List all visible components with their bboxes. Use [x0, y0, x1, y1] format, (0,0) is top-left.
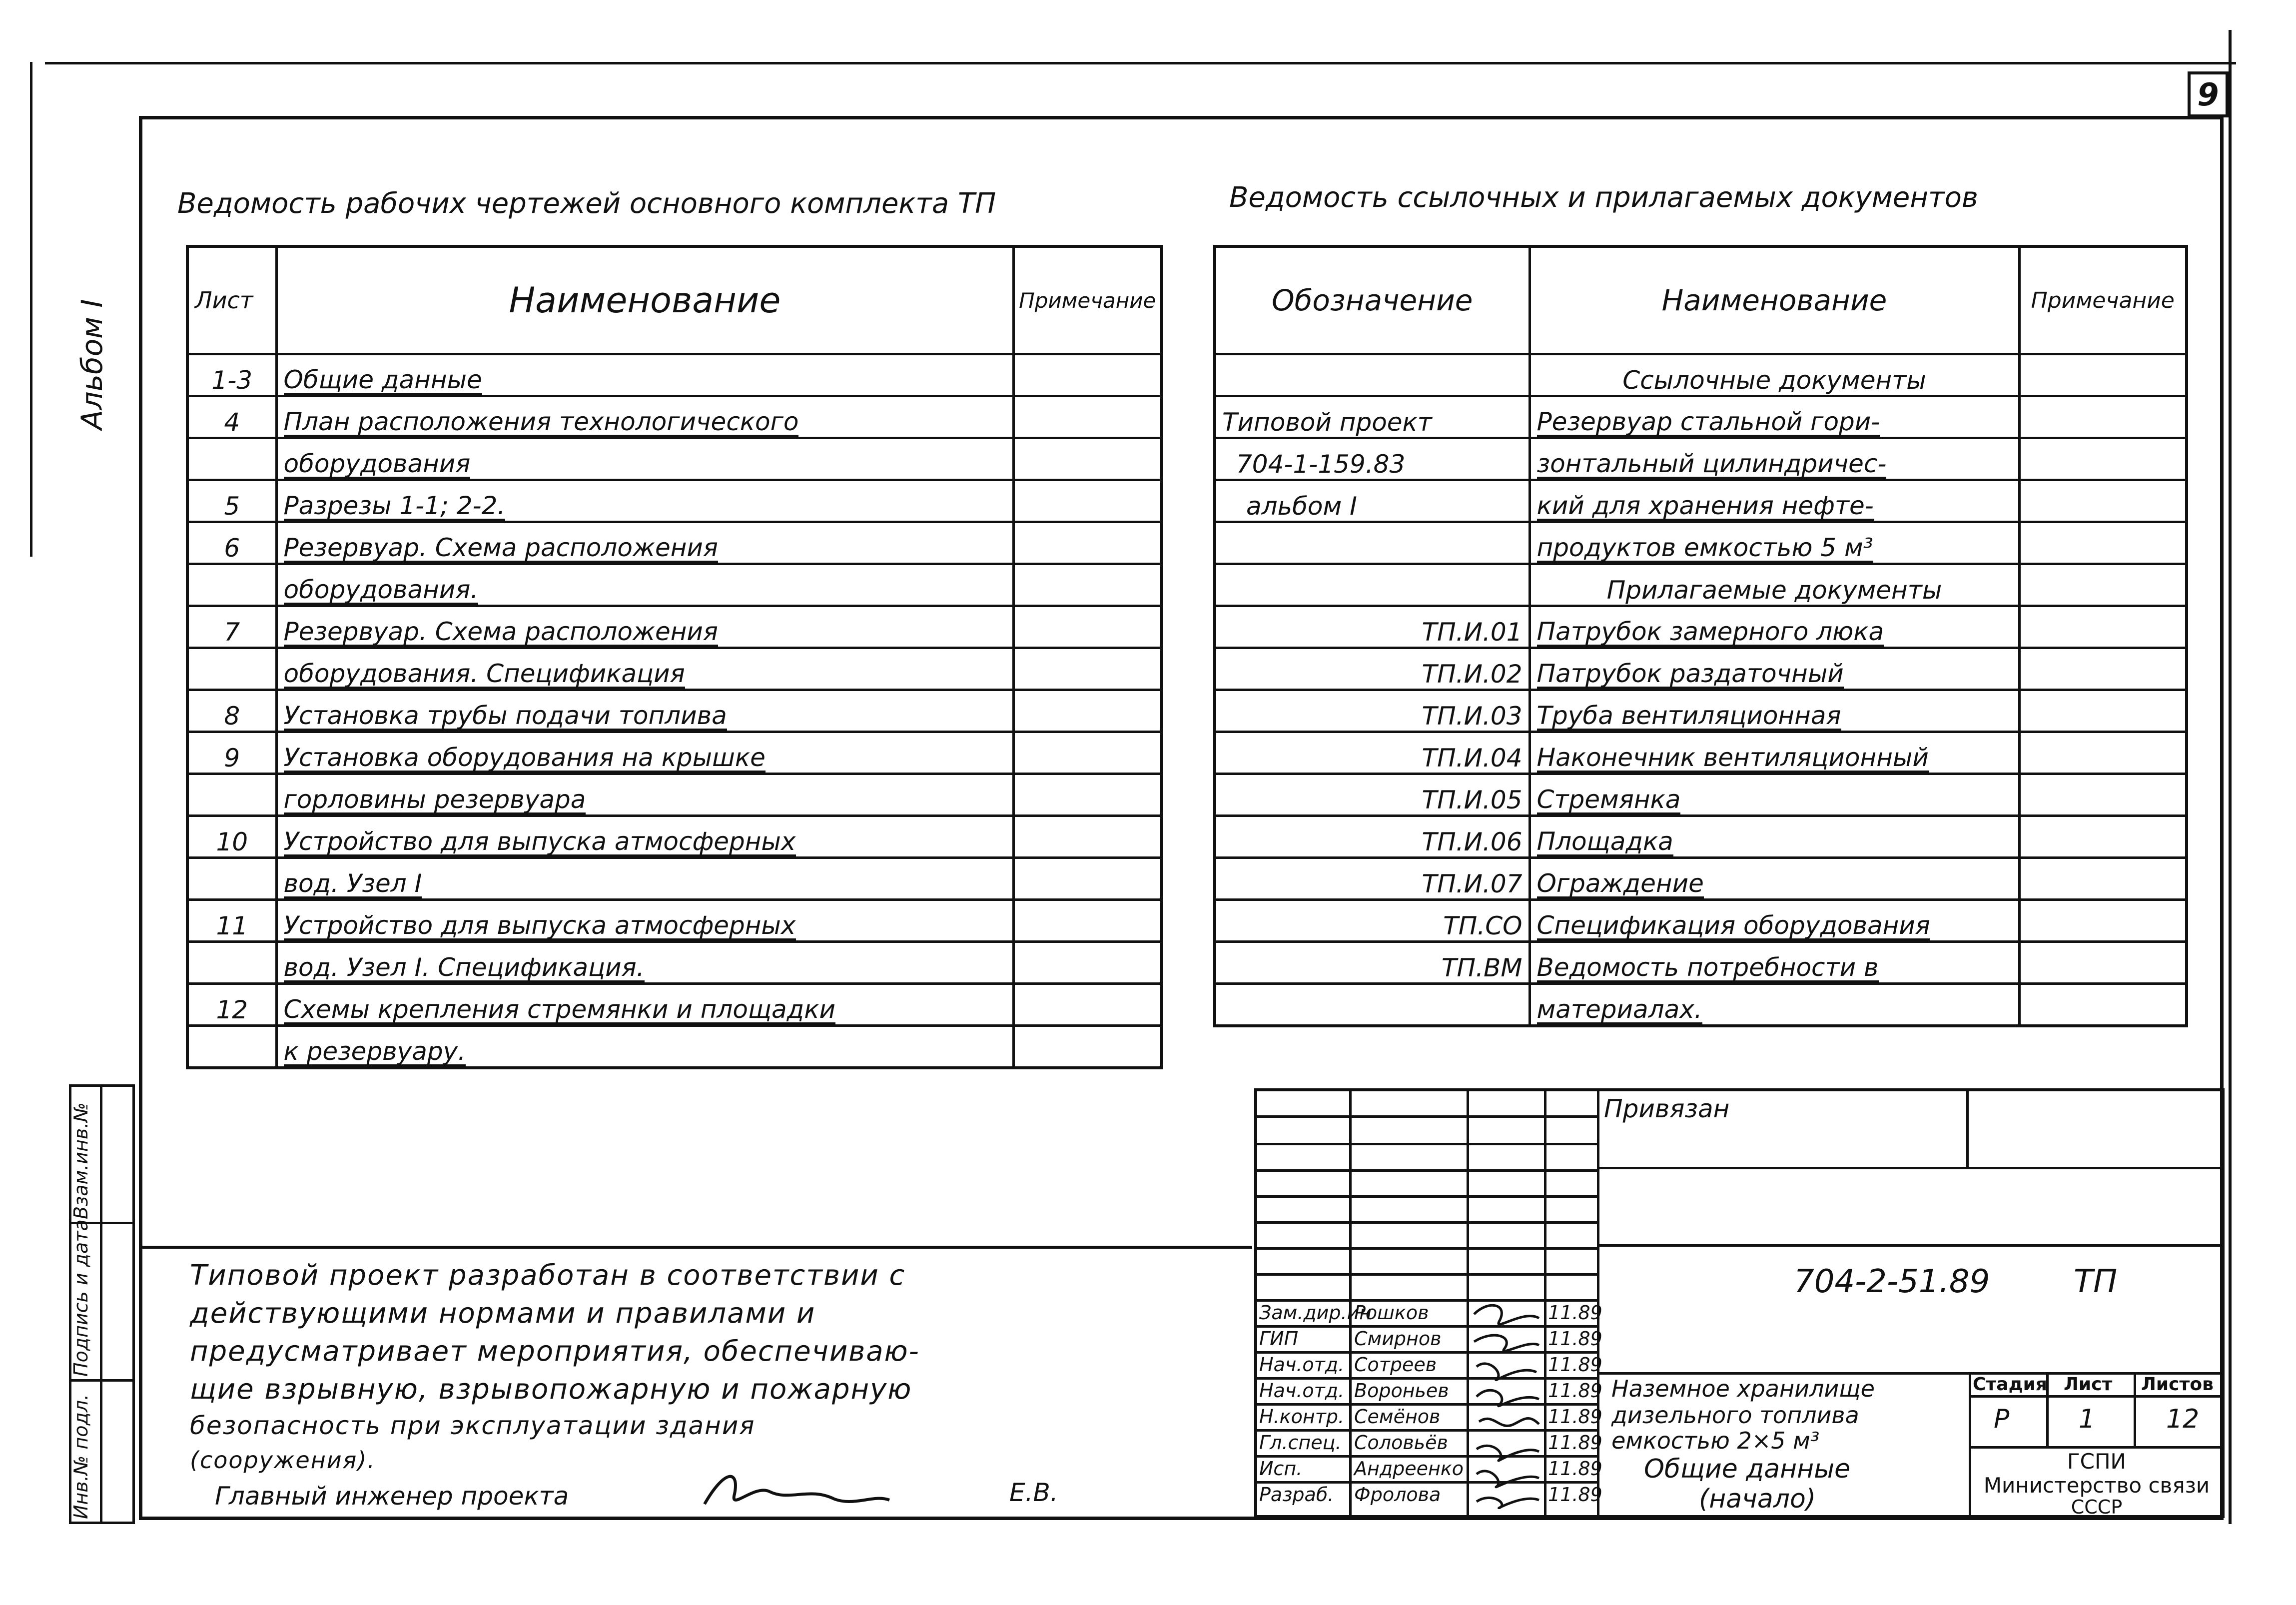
title-block-line: [1544, 1088, 1546, 1518]
signer-role: Нач.отд.: [1259, 1354, 1345, 1376]
title-block-line: [1254, 1273, 1597, 1276]
linked-label: Привязан: [1604, 1094, 1730, 1123]
row-name: Ведомость потребности в: [1530, 942, 2019, 984]
row-name: Патрубок замерного люка: [1530, 606, 2019, 648]
row-name: материалах.: [1530, 984, 2019, 1026]
title-block-line: [1254, 1169, 1597, 1172]
row-name: горловины резервуара: [276, 774, 1013, 816]
signer-date: 11.89: [1548, 1406, 1602, 1428]
title-block-line: [2134, 1372, 2136, 1447]
table-row: [1215, 396, 2187, 438]
signer-role: Разраб.: [1259, 1484, 1334, 1506]
row-name: к резервуару.: [276, 1026, 1013, 1068]
row-code: ТП.И.07: [1215, 858, 1530, 900]
row-sheet: [187, 774, 276, 816]
table-row: [187, 732, 1162, 774]
row-code: альбом I: [1215, 480, 1530, 522]
table-row: [187, 1026, 1162, 1068]
row-code: ТП.И.05: [1215, 774, 1530, 816]
signer-role: Зам.дир.ин: [1259, 1302, 1372, 1324]
sign-date-label: Подпись и дата: [70, 1219, 92, 1377]
row-sheet: [187, 438, 276, 480]
organization-line: Министерство связи: [1983, 1473, 2210, 1498]
row-note: [1013, 690, 1162, 732]
row-sheet: [187, 1026, 276, 1068]
signer-name: Сотреев: [1354, 1354, 1437, 1376]
row-sheet: [187, 858, 276, 900]
row-note: [1013, 900, 1162, 942]
row-sheet: 4: [187, 396, 276, 438]
row-name: Схемы крепления стремянки и площадки: [276, 984, 1013, 1026]
row-code: ТП.И.02: [1215, 648, 1530, 690]
stage-value: Р: [1994, 1404, 2010, 1434]
row-name: Патрубок раздаточный: [1530, 648, 2019, 690]
row-note: [2019, 564, 2187, 606]
signer-name: Фролова: [1354, 1484, 1441, 1506]
row-note: [2019, 900, 2187, 942]
sheet-number: 9: [2188, 71, 2229, 117]
project-suffix: ТП: [2074, 1263, 2118, 1300]
row-code: ТП.ВМ: [1215, 942, 1530, 984]
row-note: [2019, 480, 2187, 522]
row-code: [1215, 984, 1530, 1026]
chief-engineer-name: Е.В.: [1009, 1478, 1058, 1507]
approval-strip-line: [69, 1379, 135, 1382]
row-name: Наконечник вентиляционный: [1530, 732, 2019, 774]
row-note: [2019, 354, 2187, 396]
signer-name: Вороньев: [1354, 1380, 1449, 1402]
title-block-line: [1966, 1088, 1969, 1168]
title-block-line: [1969, 1395, 2225, 1398]
row-sheet: 7: [187, 606, 276, 648]
sheet-right-edge: [2229, 30, 2232, 1524]
row-code: ТП.И.06: [1215, 816, 1530, 858]
note-line: безопасность при эксплуатации здания: [190, 1411, 756, 1440]
signer-name: Рошков: [1354, 1302, 1429, 1324]
row-note: [1013, 354, 1162, 396]
row-note: [1013, 984, 1162, 1026]
row-name: вод. Узел I. Спецификация.: [276, 942, 1013, 984]
title-block-line: [1254, 1247, 1597, 1250]
table-row: [187, 648, 1162, 690]
row-name: Стремянка: [1530, 774, 2019, 816]
row-name: Устройство для выпуска атмосферных: [276, 900, 1013, 942]
title-block-line: [1254, 1143, 1597, 1145]
row-name: Устройство для выпуска атмосферных: [276, 816, 1013, 858]
title-block-line: [1597, 1167, 2225, 1169]
row-name: Установка трубы подачи топлива: [276, 690, 1013, 732]
signer-role: Н.контр.: [1259, 1406, 1345, 1428]
row-code: [1215, 522, 1530, 564]
row-note: [2019, 522, 2187, 564]
title-block-line: [1254, 1195, 1597, 1198]
table-row: [1215, 354, 2187, 396]
table-row: [187, 942, 1162, 984]
table-row: [187, 438, 1162, 480]
row-note: [1013, 774, 1162, 816]
row-note: [1013, 564, 1162, 606]
signer-name: Смирнов: [1354, 1328, 1442, 1350]
row-name: Прилагаемые документы: [1530, 564, 2019, 606]
note-line: Типовой проект разработан в соответствии с: [190, 1259, 906, 1292]
title-block-line: [1254, 1115, 1597, 1118]
table-row: [187, 858, 1162, 900]
row-note: [2019, 858, 2187, 900]
row-sheet: 5: [187, 480, 276, 522]
row-name: Общие данные: [276, 354, 1013, 396]
row-note: [1013, 648, 1162, 690]
row-note: [1013, 942, 1162, 984]
row-note: [1013, 480, 1162, 522]
drawings-table-header: [187, 246, 1162, 354]
row-name: Резервуар. Схема расположения: [276, 606, 1013, 648]
sheet-outer-border-left: [30, 62, 32, 557]
signer-name: Семёнов: [1354, 1406, 1441, 1428]
table-row: [1215, 732, 2187, 774]
table-row: [1215, 648, 2187, 690]
row-sheet: [187, 564, 276, 606]
signer-name: Андреенко: [1354, 1458, 1464, 1480]
row-note: [2019, 942, 2187, 984]
row-sheet: 8: [187, 690, 276, 732]
signer-name: Соловьёв: [1354, 1432, 1448, 1454]
sheet-header: Лист: [2064, 1374, 2113, 1395]
reference-list-title: Ведомость ссылочных и прилагаемых документов: [1229, 181, 1978, 214]
drawings-table: [186, 245, 1163, 1069]
row-code: 704-1-159.83: [1215, 438, 1530, 480]
table-row: [1215, 774, 2187, 816]
drawings-list-title: Ведомость рабочих чертежей основного комплекта ТП: [177, 187, 996, 220]
row-note: [2019, 438, 2187, 480]
object-title-line: емкостью 2×5 м³: [1611, 1427, 1820, 1454]
note-box-border: [139, 1246, 1252, 1249]
row-sheet: 11: [187, 900, 276, 942]
table-row: [1215, 606, 2187, 648]
table-row: [187, 774, 1162, 816]
row-name: Резервуар стальной гори-: [1530, 396, 2019, 438]
row-note: [1013, 1026, 1162, 1068]
row-code: [1215, 354, 1530, 396]
table-row: [1215, 438, 2187, 480]
row-code: ТП.И.03: [1215, 690, 1530, 732]
header-note: Примечание: [2019, 246, 2187, 354]
signer-date: 11.89: [1548, 1354, 1602, 1376]
title-block-line: [1597, 1372, 2225, 1375]
row-name: вод. Узел I: [276, 858, 1013, 900]
signer-role: Гл.спец.: [1259, 1432, 1342, 1454]
note-line: щие взрывную, взрывопожарную и пожарную: [190, 1373, 912, 1406]
row-code: Типовой проект: [1215, 396, 1530, 438]
stage-header: Стадия: [1973, 1374, 2047, 1395]
table-row: [187, 690, 1162, 732]
title-block-line: [1969, 1446, 2225, 1449]
note-line: действующими нормами и правилами и: [190, 1297, 816, 1330]
row-name: оборудования.: [276, 564, 1013, 606]
row-name: продуктов емкостью 5 м³: [1530, 522, 2019, 564]
sheet-outer-border-top: [45, 62, 2236, 64]
signer-date: 11.89: [1548, 1458, 1602, 1480]
object-title-line: дизельного топлива: [1611, 1402, 1859, 1429]
row-note: [2019, 690, 2187, 732]
signatures-scribbles: [1469, 1274, 1543, 1509]
row-name: Площадка: [1530, 816, 2019, 858]
row-code: ТП.СО: [1215, 900, 1530, 942]
signer-date: 11.89: [1548, 1302, 1602, 1324]
header-note: Примечание: [1013, 246, 1162, 354]
row-note: [2019, 648, 2187, 690]
sheet-title-line: Общие данные: [1644, 1454, 1851, 1484]
header-name: Наименование: [276, 246, 1013, 354]
table-row: [187, 396, 1162, 438]
table-row: [1215, 690, 2187, 732]
row-name: Спецификация оборудования: [1530, 900, 2019, 942]
row-name: Ссылочные документы: [1530, 354, 2019, 396]
table-row: [187, 354, 1162, 396]
chief-engineer-signature: [695, 1464, 894, 1519]
table-row: [187, 606, 1162, 648]
signer-role: Нач.отд.: [1259, 1380, 1345, 1402]
table-row: [187, 480, 1162, 522]
header-sheet: Лист: [187, 246, 276, 354]
row-sheet: 10: [187, 816, 276, 858]
row-code: [1215, 564, 1530, 606]
chief-engineer-line: Главный инженер проекта: [215, 1482, 569, 1511]
note-line: предусматривает мероприятия, обеспечиваю-: [190, 1335, 920, 1368]
row-note: [1013, 396, 1162, 438]
approval-strip-divider: [100, 1084, 102, 1524]
table-row: [187, 984, 1162, 1026]
row-name: Разрезы 1-1; 2-2.: [276, 480, 1013, 522]
note-line: (сооружения).: [190, 1447, 376, 1474]
table-row: [1215, 480, 2187, 522]
row-note: [2019, 732, 2187, 774]
row-note: [1013, 522, 1162, 564]
table-row: [1215, 900, 2187, 942]
row-name: Труба вентиляционная: [1530, 690, 2019, 732]
row-sheet: 12: [187, 984, 276, 1026]
object-title-line: Наземное хранилище: [1611, 1375, 1875, 1402]
table-row: [1215, 942, 2187, 984]
row-code: ТП.И.01: [1215, 606, 1530, 648]
table-row: [1215, 564, 2187, 606]
organization-line: ГСПИ: [2067, 1449, 2126, 1474]
signer-date: 11.89: [1548, 1380, 1602, 1402]
row-name: Установка оборудования на крышке: [276, 732, 1013, 774]
row-sheet: [187, 648, 276, 690]
project-code: 704-2-51.89: [1794, 1263, 1990, 1300]
title-block-line: [1254, 1221, 1597, 1224]
row-name: оборудования: [276, 438, 1013, 480]
signer-date: 11.89: [1548, 1432, 1602, 1454]
table-row: [187, 564, 1162, 606]
row-note: [1013, 606, 1162, 648]
row-sheet: 6: [187, 522, 276, 564]
signer-date: 11.89: [1548, 1328, 1602, 1350]
row-note: [2019, 396, 2187, 438]
row-note: [1013, 816, 1162, 858]
signer-role: Исп.: [1259, 1458, 1303, 1480]
row-note: [1013, 858, 1162, 900]
header-name: Наименование: [1530, 246, 2019, 354]
table-row: [187, 900, 1162, 942]
signer-date: 11.89: [1548, 1484, 1602, 1506]
row-code: ТП.И.04: [1215, 732, 1530, 774]
table-row: [1215, 816, 2187, 858]
row-name: Ограждение: [1530, 858, 2019, 900]
header-code: Обозначение: [1215, 246, 1530, 354]
row-note: [2019, 984, 2187, 1026]
row-sheet: 9: [187, 732, 276, 774]
table-row: [187, 816, 1162, 858]
row-name: Резервуар. Схема расположения: [276, 522, 1013, 564]
signer-role: ГИП: [1259, 1328, 1299, 1350]
organization-line: СССР: [2071, 1496, 2123, 1518]
row-note: [2019, 606, 2187, 648]
album-label: Альбом I: [75, 299, 109, 430]
row-name: кий для хранения нефте-: [1530, 480, 2019, 522]
table-row: [1215, 522, 2187, 564]
row-note: [1013, 732, 1162, 774]
reference-table-header: [1215, 246, 2187, 354]
reference-table: [1213, 245, 2188, 1027]
table-row: [187, 522, 1162, 564]
row-sheet: 1-3: [187, 354, 276, 396]
title-block-line: [1597, 1244, 2225, 1247]
table-row: [1215, 858, 2187, 900]
row-name: План расположения технологического: [276, 396, 1013, 438]
original-inventory-label: Инв.№ подл.: [70, 1394, 92, 1519]
replace-inventory-label: Взам.инв.№: [70, 1102, 92, 1219]
row-name: оборудования. Спецификация: [276, 648, 1013, 690]
row-sheet: [187, 942, 276, 984]
row-note: [2019, 816, 2187, 858]
row-note: [1013, 438, 1162, 480]
sheet-value: 1: [2079, 1404, 2096, 1434]
row-name: зонтальный цилиндричес-: [1530, 438, 2019, 480]
row-note: [2019, 774, 2187, 816]
sheets-header: Листов: [2141, 1374, 2214, 1395]
sheets-value: 12: [2166, 1404, 2200, 1434]
sheet-title-line: (начало): [1699, 1484, 1816, 1514]
table-row: [1215, 984, 2187, 1026]
